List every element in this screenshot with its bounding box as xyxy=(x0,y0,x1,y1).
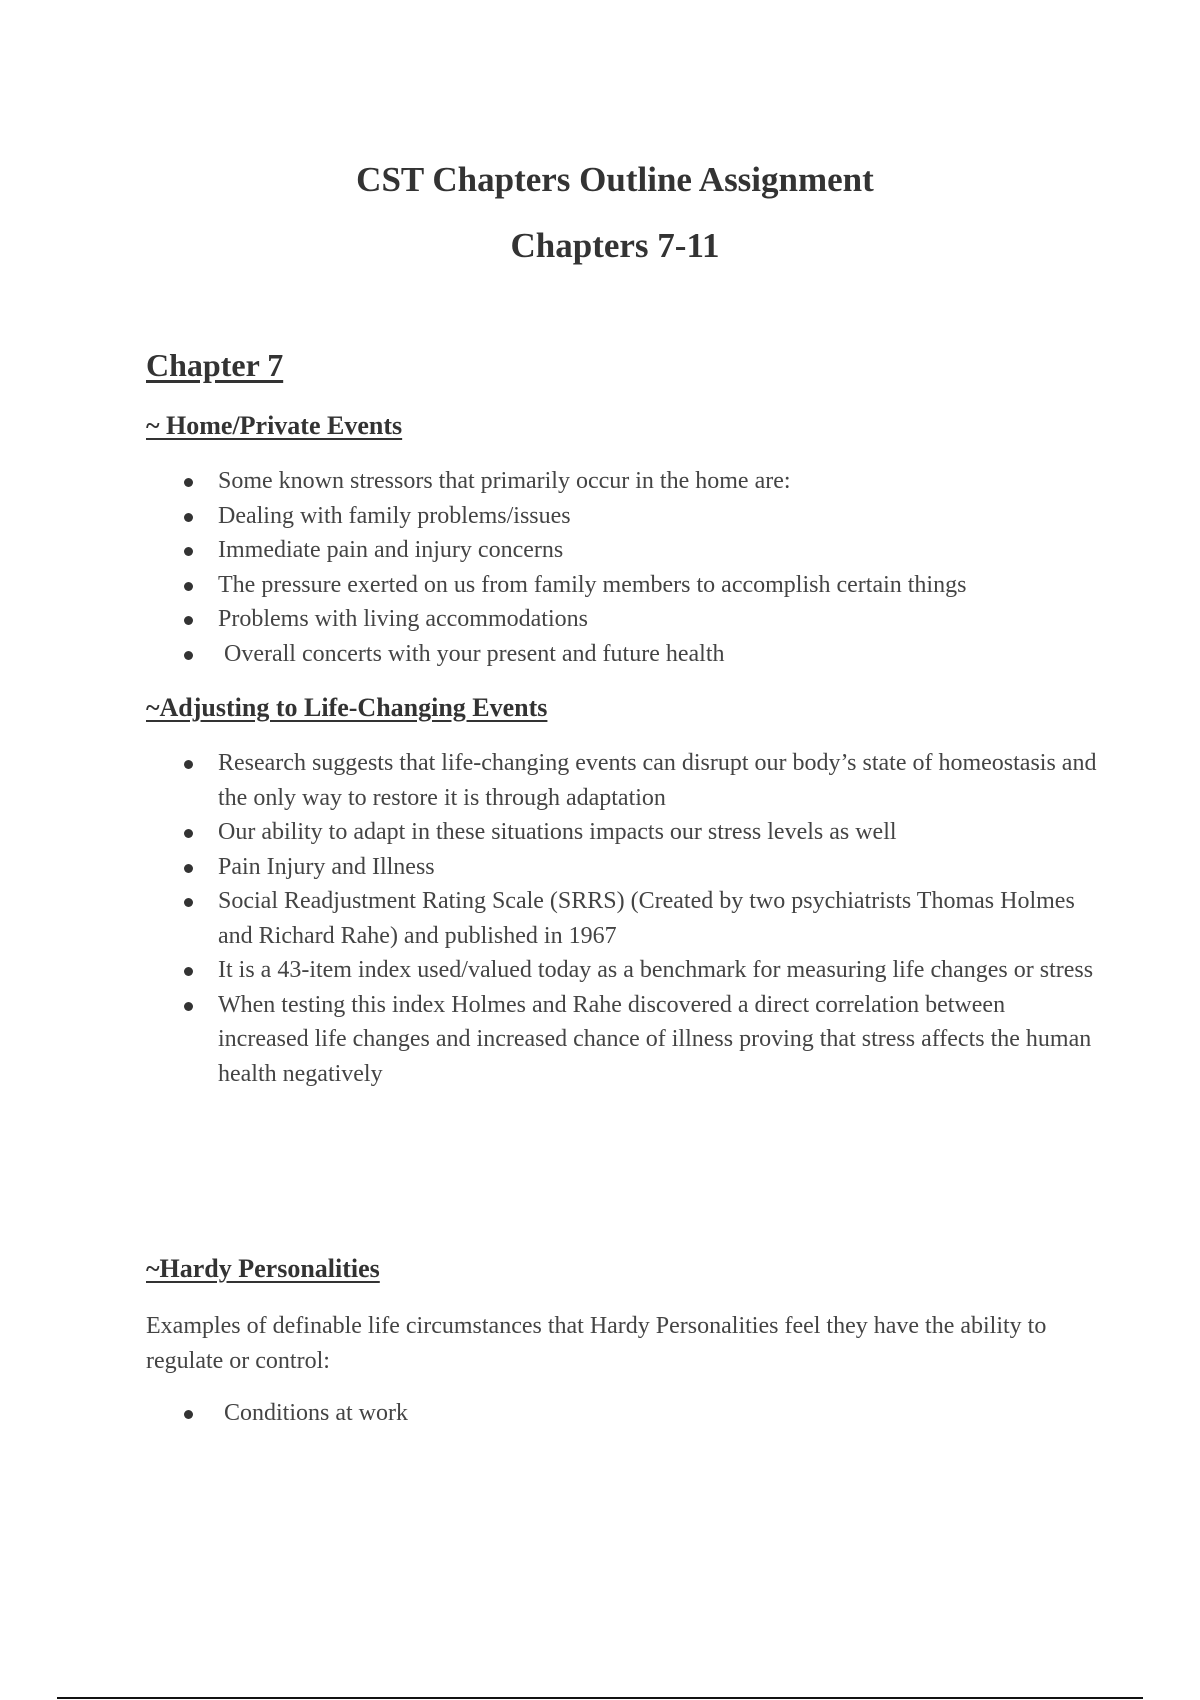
life-changing-events-list xyxy=(180,746,1100,1091)
list-item: Overall concerts with your present and future health xyxy=(180,637,1100,672)
list-item: The pressure exerted on us from family members to accomplish certain things xyxy=(180,568,1100,603)
list-item: Our ability to adapt in these situations impacts our stress levels as well xyxy=(180,815,1100,850)
page-bottom-rule xyxy=(57,1697,1143,1699)
section-heading-life-changing-events: ~Adjusting to Life-Changing Events xyxy=(146,693,548,722)
list-item: It is a 43-item index used/valued today as a benchmark for measuring life changes or stress xyxy=(180,953,1100,988)
list-item: Research suggests that life-changing events can disrupt our body’s state of homeostasis and the only way to restore it is through adaptation xyxy=(180,746,1100,815)
home-private-events-list xyxy=(180,464,1100,671)
list-item: When testing this index Holmes and Rahe discovered a direct correlation between increased life changes and increased chance of illness proving that stress affects the human health negatively xyxy=(180,988,1100,1092)
document-title: CST Chapters Outline Assignment xyxy=(356,160,874,199)
list-item: Immediate pain and injury concerns xyxy=(180,533,1100,568)
section-heading-home-private-events: ~ Home/Private Events xyxy=(146,411,403,440)
hardy-personalities-list xyxy=(180,1396,1100,1431)
list-item: Dealing with family problems/issues xyxy=(180,499,1100,534)
section-heading-hardy-personalities: ~Hardy Personalities xyxy=(146,1254,380,1283)
chapter-heading: Chapter 7 xyxy=(146,347,284,383)
document-subtitle: Chapters 7-11 xyxy=(510,226,720,265)
list-item: Conditions at work xyxy=(180,1396,1100,1431)
hardy-personalities-paragraph: Examples of definable life circumstances that Hardy Personalities feel they have the ability to regulate or control: xyxy=(146,1313,1047,1374)
list-item: Problems with living accommodations xyxy=(180,602,1100,637)
list-item: Pain Injury and Illness xyxy=(180,850,1100,885)
list-item: Social Readjustment Rating Scale (SRRS) (Created by two psychiatrists Thomas Holmes and Richard Rahe) and published in 1967 xyxy=(180,884,1100,953)
list-item: Some known stressors that primarily occur in the home are: xyxy=(180,464,1100,499)
